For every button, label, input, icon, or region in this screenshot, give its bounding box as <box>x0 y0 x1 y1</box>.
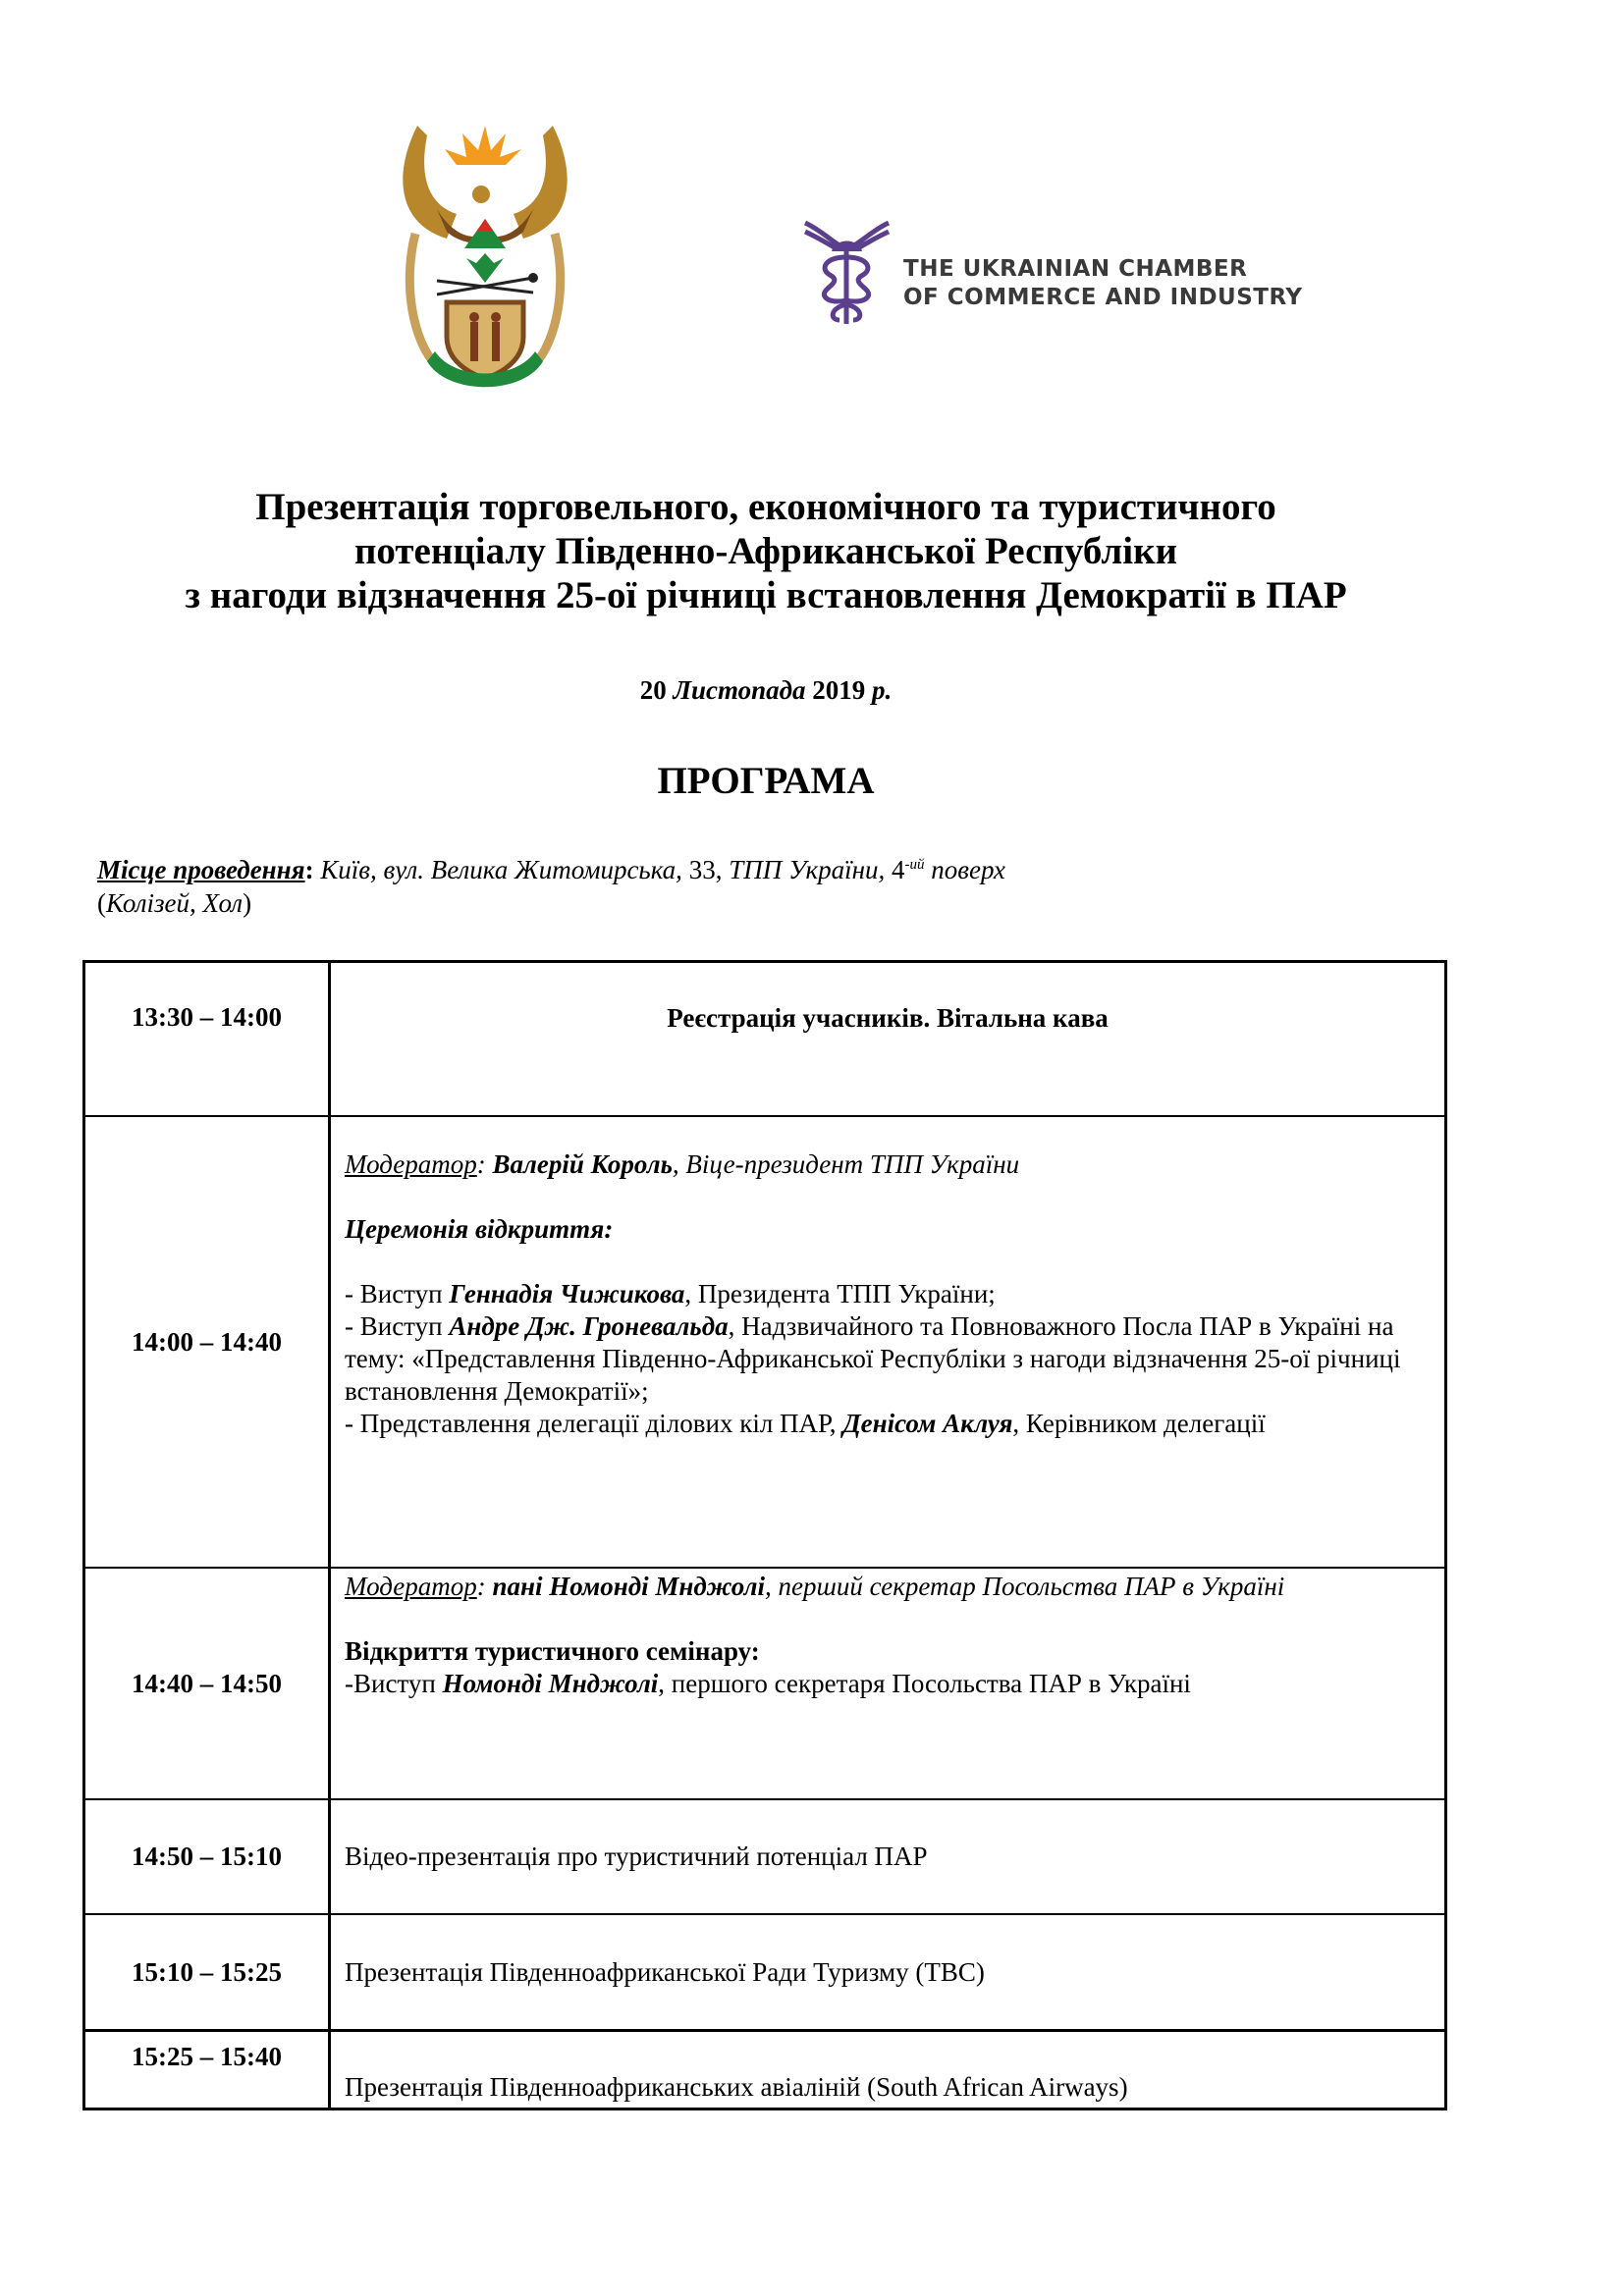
document-title <box>0 485 1624 617</box>
venue-floor-suffix: -ий <box>904 857 925 873</box>
time-slot: 14:00 – 14:40 <box>85 1117 331 1567</box>
agenda-item: Презентація Південноафриканських авіаліній (South African Airways) <box>345 2072 1128 2102</box>
agenda-item <box>331 1117 1444 1567</box>
time-slot: 15:10 – 15:25 <box>85 1915 331 2029</box>
speech-item <box>345 1278 1431 1310</box>
venue-label: Місце проведення <box>97 855 305 884</box>
date-year: 2019 <box>812 675 866 705</box>
venue-room: Колізей, Хол <box>106 888 244 918</box>
moderator-role: , Віце-президент ТПП України <box>672 1149 1020 1179</box>
agenda-item <box>331 1569 1444 1798</box>
moderator-line: Модератор: Валерій Король, Віце-президент ТПП України <box>345 1149 1020 1179</box>
title-line-1: Презентація торговельного, економічного та туристичного <box>255 486 1276 528</box>
table-row <box>85 1115 1444 1567</box>
venue-address: Київ, вул. Велика Житомирська, <box>313 855 689 884</box>
caduceus-icon <box>800 218 893 326</box>
date-day: 20 <box>639 675 667 705</box>
moderator-label: Модератор <box>345 1149 477 1179</box>
speaker-role: , Керівником делегації <box>1012 1409 1266 1438</box>
date-suffix: р. <box>872 675 893 705</box>
table-row <box>85 1798 1444 1913</box>
program-table <box>82 960 1447 2110</box>
title-line-2: потенціалу Південно-Африканської Республіки <box>353 530 1178 572</box>
speech-prefix: - Виступ <box>345 1311 450 1341</box>
agenda-item: Презентація Південноафриканської Ради Туризму (TBC) <box>345 1956 985 1987</box>
time-slot: 13:30 – 14:00 <box>85 963 331 1115</box>
ucci-name-line2: OF COMMERCE AND INDUSTRY <box>903 285 1303 310</box>
speech-item <box>345 1408 1431 1440</box>
speech-prefix: - Представлення делегації ділових кіл ПАР, <box>345 1409 843 1438</box>
event-date <box>0 675 1532 706</box>
table-row <box>85 1913 1444 2029</box>
moderator-role: , перший секретар Посольства ПАР в Україні <box>764 1572 1285 1601</box>
speech-item <box>345 1310 1431 1408</box>
venue-floor: 4 <box>891 855 905 884</box>
agenda-item: Відео-презентація про туристичний потенціал ПАР <box>345 1842 928 1871</box>
venue-colon: : <box>304 855 314 884</box>
speaker-role: , першого секретаря Посольства ПАР в Україні <box>658 1669 1191 1698</box>
speaker-role: , Президента ТПП України; <box>684 1279 996 1308</box>
moderator-name: Валерій Король <box>492 1149 673 1179</box>
venue-building: ТПП України, <box>722 855 892 884</box>
speech-prefix: -Виступ <box>345 1669 443 1698</box>
table-row <box>85 1567 1444 1798</box>
program-heading: ПРОГРАМА <box>657 760 875 802</box>
section-heading: Відкриття туристичного семінару: <box>345 1636 760 1666</box>
coat-of-arms-icon <box>398 116 572 396</box>
speaker-name: Геннадія Чижикова <box>449 1279 685 1308</box>
ucci-name <box>903 255 1303 312</box>
moderator-label: Модератор <box>345 1572 477 1601</box>
venue-floor-word: поверх <box>924 855 1005 884</box>
speaker-name: Денісом Аклуя <box>842 1409 1013 1438</box>
section-heading: Церемонія відкриття: <box>345 1214 614 1244</box>
ukrainian-chamber-of-commerce-logo <box>800 218 1330 328</box>
venue-number: 33, <box>688 855 723 884</box>
time-slot: 14:50 – 15:10 <box>85 1800 331 1913</box>
paren-open: ( <box>97 888 106 918</box>
time-slot: 14:40 – 14:50 <box>85 1569 331 1798</box>
speaker-name: Номонді Мнджолі <box>442 1669 659 1698</box>
table-row <box>85 2029 1444 2108</box>
moderator-name: пані Номонді Мнджолі <box>492 1572 765 1601</box>
time-slot: 15:25 – 15:40 <box>85 2032 331 2108</box>
south-africa-coat-of-arms-logo <box>398 116 572 396</box>
date-month: Листопада <box>673 675 806 705</box>
ucci-name-line1: THE UKRAINIAN CHAMBER <box>903 256 1248 282</box>
speaker-name: Андре Дж. Гроневальда <box>449 1311 729 1341</box>
agenda-item: Реєстрація учасників. Вітальна кава <box>667 1003 1109 1033</box>
speaker-role: , Надзвичайного та Повноважного Посла ПАР в Україні на тему: «Представлення Південно-Африканської Республіки з нагоди відзначення 25-ої річниці встановлення Демократії»; <box>345 1311 1401 1406</box>
paren-close: ) <box>243 888 252 918</box>
speech-item <box>345 1668 1431 1700</box>
venue-info <box>97 848 1374 920</box>
moderator-line: Модератор: пані Номонді Мнджолі, перший секретар Посольства ПАР в Україні <box>345 1572 1285 1601</box>
table-row <box>85 963 1444 1115</box>
speech-prefix: - Виступ <box>345 1279 450 1308</box>
title-line-3: з нагоди відзначення 25-ої річниці встановлення Демократії в ПАР <box>185 574 1347 616</box>
